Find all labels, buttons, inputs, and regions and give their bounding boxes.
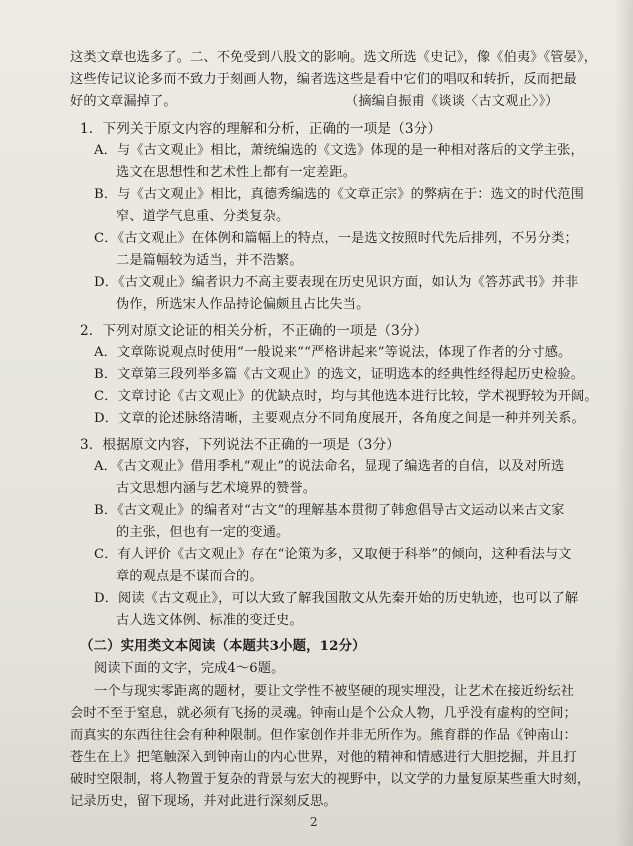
q3-option-d: D．阅读《古文观止》，可以大致了解我国散文从先秦开始的历史轨迹，也可以了解 [94, 591, 579, 606]
q3-option-a-cont: 古文思想内涵与艺术境界的赞誉。 [116, 481, 317, 496]
q3-option-c-cont: 章的观点是不谋而合的。 [116, 569, 263, 584]
paragraph-line: 破时空限制，将人物置于复杂的背景与宏大的视野中，以文学的力量复原某些重大时刻， [70, 772, 591, 787]
passage-source: （摘编自振甫《谈谈〈古文观止〉》） [345, 94, 559, 109]
q1-option-c: C．《古文观止》在体例和篇幅上的特点，一是选文按照时代先后排列，不另分类； [94, 231, 578, 246]
q1-option-a-cont: 选文在思想性和艺术性上都有一定差距。 [116, 165, 357, 180]
section-heading: （二）实用类文本阅读（本题共3小题，12分） [80, 638, 366, 654]
section-instruction: 阅读下面的文字，完成4～6题。 [94, 661, 285, 676]
q2-option-d: D．文章的论述脉络清晰，主要观点分不同角度展开，各角度之间是一种并列关系。 [94, 411, 585, 426]
q3-option-c: C．有人评价《古文观止》存在“论策为多，又取便于科举”的倾向，这种看法与文 [94, 547, 572, 562]
q2-option-b: B．文章第三段列举多篇《古文观止》的选文，证明选本的经典性经得起历史检验。 [94, 367, 584, 382]
page-edge-shadow [615, 0, 633, 846]
q3-option-b: B．《古文观止》的编者对“古文”的理解基本贯彻了韩愈倡导古文运动以来古文家 [94, 503, 565, 518]
q1-option-a: A．与《古文观止》相比，萧统编选的《文选》体现的是一种相对落后的文学主张， [94, 143, 584, 158]
paragraph-line: 而真实的东西往往会有种种限制。但作家创作并非无所作为。熊育群的作品《钟南山： [70, 728, 577, 743]
q3-option-a: A．《古文观止》借用季札“观止”的说法命名，显现了编选者的自信，以及对所选 [94, 459, 565, 474]
paragraph-line: 一个与现实零距离的题材，要让文学性不被坚硬的现实埋没，让艺术在接近纷纭社 [94, 684, 575, 699]
q2-option-c: C．文章讨论《古文观止》的优缺点时，均与其他选本进行比较，学术视野较为开阔。 [94, 389, 598, 404]
passage-line: 这些传记议论多而不致力于刻画人物，编者选这些是看中它们的唱叹和转折，反而把最 [70, 72, 577, 87]
question-2-stem: 2．下列对原文论证的相关分析，不正确的一项是（3分） [80, 323, 428, 339]
paragraph-line: 记录历史，留下现场，并对此进行深刻反思。 [70, 794, 337, 809]
q1-option-b-cont: 窄、道学气息重、分类复杂。 [116, 209, 290, 224]
q1-option-d-cont: 伪作，所选宋人作品持论偏颇且占比失当。 [116, 297, 370, 312]
q3-option-b-cont: 的主张，但也有一定的变通。 [116, 525, 290, 540]
question-1-stem: 1．下列关于原文内容的理解和分析，正确的一项是（3分） [80, 121, 442, 137]
q2-option-a: A．文章陈说观点时使用“一般说来”“严格讲起来”等说法，体现了作者的分寸感。 [94, 345, 572, 360]
paragraph-line: 会时不至于窒息，就必须有飞扬的灵魂。钟南山是个公众人物，几乎没有虚构的空间； [70, 706, 577, 721]
q1-option-c-cont: 二是篇幅较为适当，并不浩繁。 [116, 253, 303, 268]
page-number: 2 [310, 815, 318, 829]
q1-option-d: D．《古文观止》编者识力不高主要表现在历史见识方面，如认为《答苏武书》并非 [94, 275, 579, 290]
passage-line: 这类文章也选多了。二、不免受到八股文的影响。选文所选《史记》，像《伯夷》《管晏》， [70, 50, 598, 65]
passage-line: 好的文章漏掉了。 [70, 94, 177, 109]
paragraph-line: 苍生在上》把笔触深入到钟南山的内心世界，对他的精神和情感进行大胆挖掘，并且打 [70, 750, 577, 765]
q3-option-d-cont: 古人选文体例、标准的变迁史。 [116, 613, 303, 628]
question-3-stem: 3．根据原文内容，下列说法不正确的一项是（3分） [80, 437, 400, 453]
q1-option-b: B．与《古文观止》相比，真德秀编选的《文章正宗》的弊病在于：选文的时代范围 [94, 187, 584, 202]
